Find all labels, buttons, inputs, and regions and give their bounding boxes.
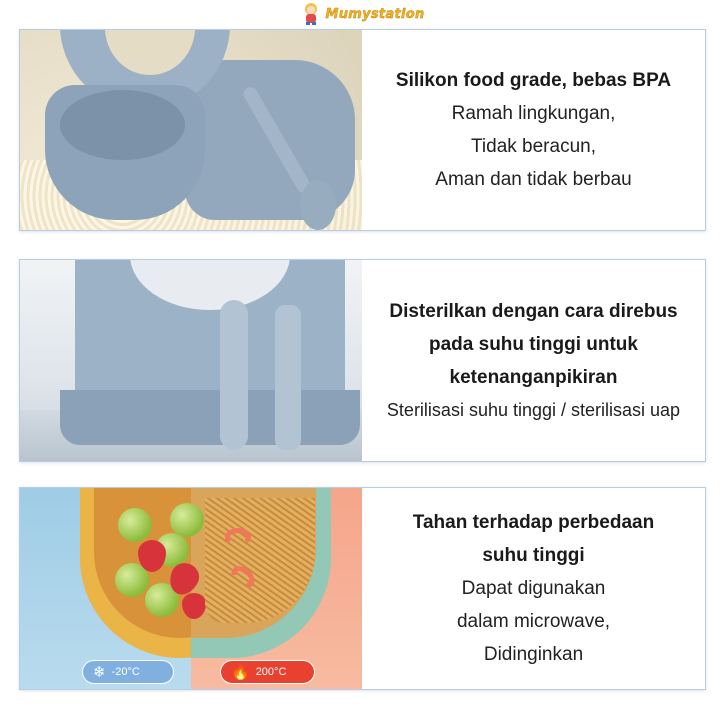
hot-temp-label: 200°C (255, 666, 287, 678)
feature-headline: Tahan terhadap perbedaan (412, 512, 655, 533)
feature-detail: Sterilisasi suhu tinggi / sterilisasi uap (386, 399, 681, 420)
feature-text (362, 30, 705, 230)
feature-headline: Disterilkan dengan cara direbus (389, 300, 678, 322)
feature-detail: dalam microwave, (456, 611, 611, 632)
feature-headline: pada suhu tinggi untuk (429, 333, 638, 355)
feature-headline: ketenanganpikiran (449, 366, 618, 388)
feature-detail: Dapat digunakan (461, 578, 606, 599)
feature-detail: Didinginkan (483, 644, 584, 665)
feature-headline: suhu tinggi (482, 545, 585, 566)
feature-card-temperature (19, 487, 706, 690)
feature-detail: Tidak beracun, (471, 136, 596, 157)
feature-text (362, 260, 705, 461)
cold-temp-badge (82, 660, 174, 684)
feature-card-sterilize (19, 259, 706, 462)
kid-mascot-icon (301, 3, 321, 25)
feature-detail: Aman dan tidak berbau (435, 169, 632, 190)
cold-temp-label: -20°C (111, 666, 140, 678)
brand-name: Mumystation (325, 6, 425, 22)
feature-detail: Ramah lingkungan, (451, 103, 616, 124)
brand-header (0, 2, 726, 26)
flame-icon: 🔥 (231, 663, 250, 681)
feature-headline: Silikon food grade, bebas BPA (395, 70, 672, 91)
snowflake-icon: ❄ (93, 663, 106, 681)
product-photo-hot-cold (20, 488, 362, 689)
hot-temp-badge (220, 660, 315, 684)
feature-text (362, 488, 705, 689)
product-photo-bowl-set (20, 30, 362, 230)
product-photo-bib-boiling (20, 260, 362, 461)
feature-card-material (19, 29, 706, 231)
